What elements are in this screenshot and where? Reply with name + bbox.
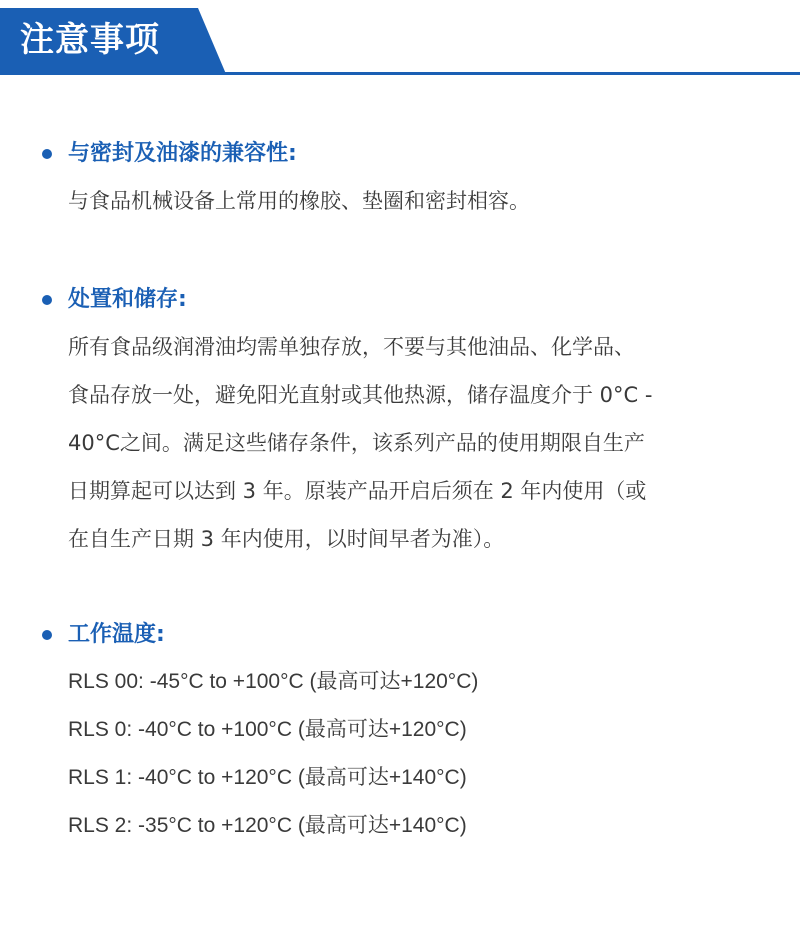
temperature-spec-rls-1: RLS 1: -40°C to +120°C (最高可达+140°C) (68, 766, 467, 789)
temperature-spec-rls-00: RLS 00: -45°C to +100°C (最高可达+120°C) (68, 670, 479, 693)
section-title: 处置和储存: (68, 287, 187, 312)
section-operating-temperature (42, 618, 762, 850)
page-header (0, 0, 800, 78)
bullet-icon (42, 630, 52, 640)
page-title: 注意事项 (20, 20, 160, 60)
section-text-line: 40°C之间。满足这些储存条件，该系列产品的使用期限自生产 (68, 431, 645, 455)
bullet-icon (42, 149, 52, 159)
section-title: 工作温度: (68, 622, 165, 647)
temperature-spec-rls-0: RLS 0: -40°C to +100°C (最高可达+120°C) (68, 718, 467, 741)
section-heading (42, 283, 762, 323)
section-storage (42, 283, 762, 563)
section-text-line: 所有食品级润滑油均需单独存放，不要与其他油品、化学品、 (68, 335, 635, 359)
section-title: 与密封及油漆的兼容性: (68, 141, 297, 166)
section-text-line: 食品存放一处，避免阳光直射或其他热源，储存温度介于 0°C - (68, 383, 653, 407)
section-text-line: 日期算起可以达到 3 年。原装产品开启后须在 2 年内使用（或 (68, 479, 647, 503)
section-text-line: 与食品机械设备上常用的橡胶、垫圈和密封相容。 (68, 189, 530, 213)
section-compatibility (42, 137, 762, 225)
section-text-line: 在自生产日期 3 年内使用，以时间早者为准）。 (68, 527, 505, 551)
temperature-spec-rls-2: RLS 2: -35°C to +120°C (最高可达+140°C) (68, 814, 467, 837)
section-heading (42, 137, 762, 177)
bullet-icon (42, 295, 52, 305)
header-divider (0, 72, 800, 75)
section-heading (42, 618, 762, 658)
